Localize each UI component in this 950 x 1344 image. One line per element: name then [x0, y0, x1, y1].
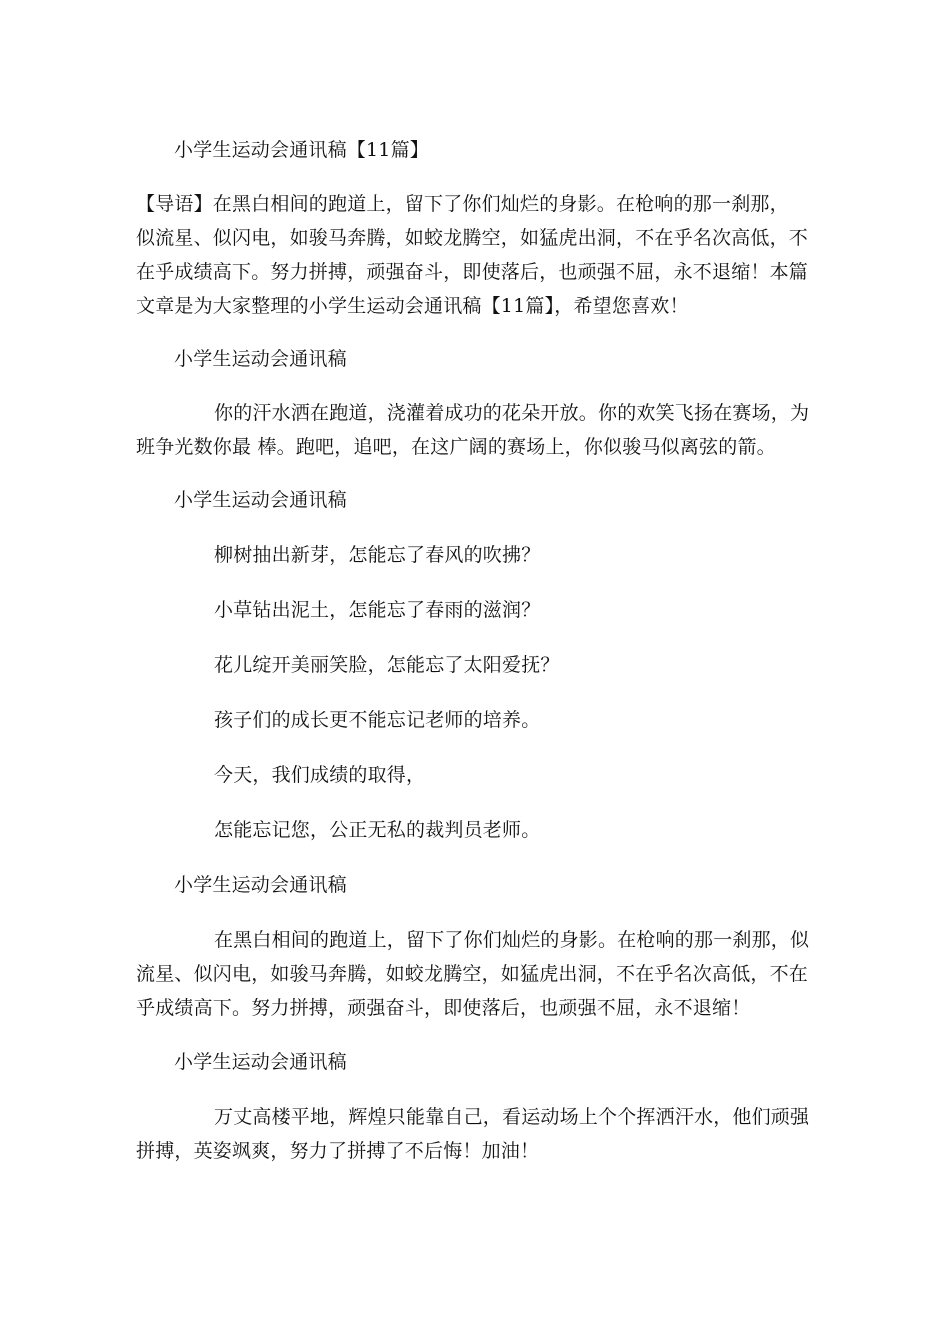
paragraph-line: 万丈高楼平地，辉煌只能靠自己，看运动场上个个挥洒汗水，他们顽强 — [214, 1106, 810, 1128]
section-heading: 小学生运动会通讯稿 — [174, 1051, 347, 1073]
intro-line: 在乎成绩高下。努力拼搏，顽强奋斗，即使落后，也顽强不屈，永不退缩！本篇 — [136, 261, 809, 283]
paragraph-line: 拼搏，英姿飒爽，努力了拼搏了不后悔！加油！ — [136, 1140, 540, 1162]
document-title: 小学生运动会通讯稿【11篇】 — [174, 139, 429, 161]
poem-line: 花儿绽开美丽笑脸，怎能忘了太阳爱抚？ — [214, 654, 560, 676]
paragraph-line: 你的汗水洒在跑道，浇灌着成功的花朵开放。你的欢笑飞扬在赛场，为 — [214, 402, 810, 424]
poem-line: 怎能忘记您，公正无私的裁判员老师。 — [214, 819, 541, 841]
poem-line: 柳树抽出新芽，怎能忘了春风的吹拂？ — [214, 544, 541, 566]
paragraph-line: 流星、似闪电，如骏马奔腾，如蛟龙腾空，如猛虎出洞，不在乎名次高低，不在 — [136, 963, 809, 985]
poem-line: 今天，我们成绩的取得， — [214, 764, 426, 786]
paragraph-line: 在黑白相间的跑道上，留下了你们灿烂的身影。在枪响的那一刹那，似 — [214, 929, 810, 951]
poem-line: 小草钻出泥土，怎能忘了春雨的滋润？ — [214, 599, 541, 621]
paragraph-line: 乎成绩高下。努力拼搏，顽强奋斗，即使落后，也顽强不屈，永不退缩！ — [136, 997, 751, 1019]
section-heading: 小学生运动会通讯稿 — [174, 489, 347, 511]
paragraph-line: 班争光数你最 棒。跑吧，追吧，在这广阔的赛场上，你似骏马似离弦的箭。 — [136, 436, 776, 458]
intro-line: 文章是为大家整理的小学生运动会通讯稿【11篇】，希望您喜欢！ — [136, 295, 689, 317]
intro-line: 似流星、似闪电，如骏马奔腾，如蛟龙腾空，如猛虎出洞，不在乎名次高低，不 — [136, 227, 809, 249]
section-heading: 小学生运动会通讯稿 — [174, 874, 347, 896]
poem-line: 孩子们的成长更不能忘记老师的培养。 — [214, 709, 541, 731]
section-heading: 小学生运动会通讯稿 — [174, 348, 347, 370]
intro-line: 【导语】在黑白相间的跑道上，留下了你们灿烂的身影。在枪响的那一刹那， — [136, 193, 789, 215]
